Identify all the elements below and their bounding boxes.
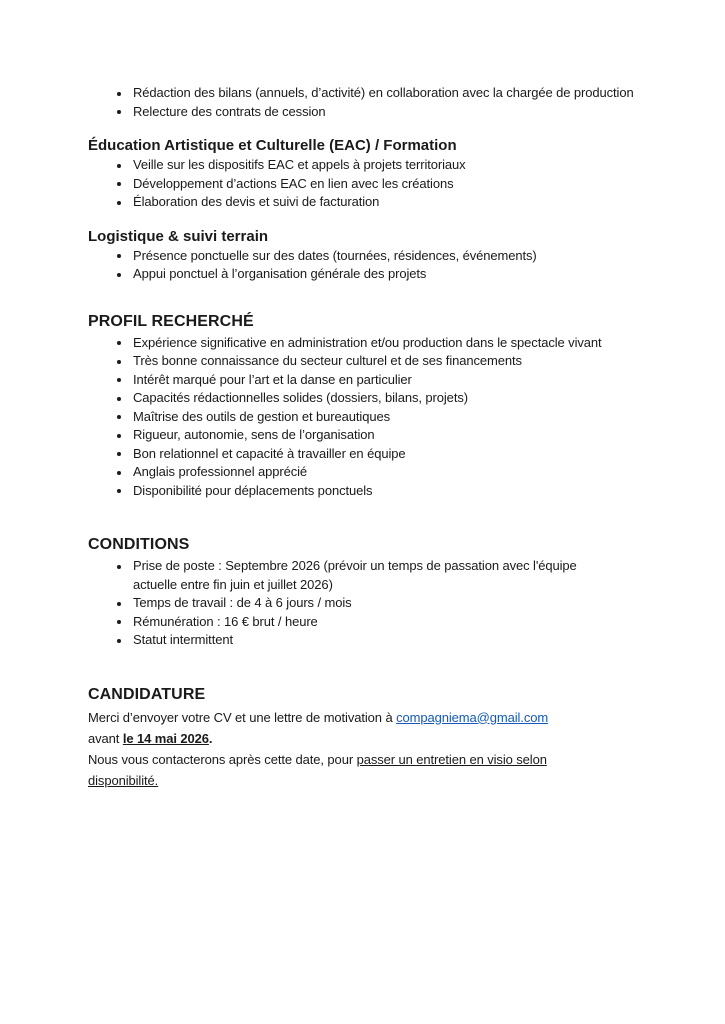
- bullet-text: Expérience significative en administration et/ou production dans le spectacle vivant: [133, 334, 602, 350]
- bullet-text: Très bonne connaissance du secteur culturel et de ses financements: [133, 353, 522, 368]
- list-item: [88, 482, 725, 501]
- list-item: [88, 613, 725, 632]
- list-item: [88, 389, 725, 408]
- section-heading-eac-formation: Éducation Artistique et Culturelle (EAC) / Formation: [88, 137, 457, 154]
- email-link[interactable]: compagniema@gmail.com: [396, 709, 549, 725]
- bullet-icon: [117, 639, 121, 643]
- list-item: [88, 175, 725, 194]
- bullet-text: Rigueur, autonomie, sens de l’organisation: [133, 427, 375, 442]
- list-item: [88, 631, 725, 650]
- bullet-text: Anglais professionnel apprécié: [133, 464, 308, 479]
- section-heading-candidature: CANDIDATURE: [88, 685, 206, 703]
- bullet-text: Présence ponctuelle sur des dates (tournées, résidences, événements): [133, 247, 537, 263]
- list-item: [88, 156, 725, 175]
- bullet-icon: [117, 92, 121, 96]
- bullet-icon: [117, 273, 121, 277]
- candidature-line-4: [88, 770, 628, 791]
- bullet-text: Développement d’actions EAC en lien avec les créations: [133, 175, 454, 191]
- eac-bullet-list: [88, 156, 725, 212]
- bullet-icon: [117, 341, 121, 345]
- bullet-icon: [117, 471, 121, 475]
- bullet-icon: [117, 182, 121, 186]
- candidature-line-2: [88, 728, 628, 749]
- contact-text: Nous vous contacterons après cette date, pour: [88, 751, 357, 767]
- list-item: [88, 247, 725, 266]
- bullet-icon: [117, 110, 121, 114]
- candidature-line1-text: Merci d’envoyer votre CV et une lettre de motivation à: [88, 709, 397, 725]
- list-item: [88, 334, 725, 353]
- bullet-text: Rédaction des bilans (annuels, d’activité) en collaboration avec la chargée de production: [133, 85, 634, 100]
- bullet-icon: [117, 201, 121, 205]
- intro-bullet-list: [88, 84, 725, 121]
- bullet-icon: [117, 620, 121, 624]
- list-item: [88, 557, 725, 594]
- candidature-line-3: [88, 749, 628, 770]
- conditions-bullet-list: [88, 557, 725, 650]
- candidature-paragraph: [88, 707, 628, 791]
- bullet-icon: [117, 360, 121, 364]
- list-item: [88, 426, 725, 445]
- profil-bullet-list: [88, 334, 725, 501]
- bullet-icon: [117, 378, 121, 382]
- bullet-icon: [117, 565, 121, 569]
- bullet-text: Statut intermittent: [133, 632, 233, 647]
- bullet-text: Rémunération : 16 € brut / heure: [133, 613, 318, 629]
- bullet-text: Appui ponctuel à l’organisation générale des projets: [133, 266, 427, 281]
- bullet-text: Bon relationnel et capacité à travailler en équipe: [133, 445, 406, 461]
- bullet-text: Capacités rédactionnelles solides (dossiers, bilans, projets): [133, 390, 468, 405]
- bullet-icon: [117, 489, 121, 493]
- bullet-icon: [117, 164, 121, 168]
- section-heading-conditions: CONDITIONS: [88, 536, 190, 553]
- list-item: [88, 193, 725, 212]
- availability-underlined-text: disponibilité.: [88, 772, 159, 788]
- bullet-icon: [117, 397, 121, 401]
- bullet-text: Relecture des contrats de cession: [133, 103, 326, 119]
- bullet-text: Maîtrise des outils de gestion et bureautiques: [133, 408, 391, 424]
- bullet-text: Veille sur les dispositifs EAC et appels à projets territoriaux: [133, 157, 466, 172]
- candidature-line-1: [88, 707, 628, 728]
- deadline-date: le 14 mai 2026: [122, 730, 209, 746]
- bullet-icon: [117, 415, 121, 419]
- list-item: [88, 594, 725, 613]
- bullet-icon: [117, 452, 121, 456]
- bullet-icon: [117, 254, 121, 258]
- bullet-text: Disponibilité pour déplacements ponctuels: [133, 482, 373, 498]
- bullet-text: Élaboration des devis et suivi de facturation: [133, 194, 380, 209]
- list-item: [88, 371, 725, 390]
- list-item: [88, 84, 725, 103]
- list-item: [88, 408, 725, 427]
- bullet-text: Intérêt marqué pour l’art et la danse en particulier: [133, 371, 412, 387]
- bullet-icon: [117, 602, 121, 606]
- list-item: [88, 103, 725, 122]
- list-item: [88, 265, 725, 284]
- bullet-icon: [117, 434, 121, 438]
- list-item: [88, 352, 725, 371]
- deadline-period: .: [208, 730, 213, 746]
- section-heading-profil: PROFIL RECHERCHÉ: [88, 312, 254, 330]
- interview-underlined-text: passer un entretien en visio selon: [356, 751, 547, 767]
- bullet-text-line2: actuelle entre fin juin et juillet 2026): [133, 576, 333, 592]
- bullet-text-line1: Prise de poste : Septembre 2026 (prévoir un temps de passation avec l'équipe: [133, 558, 577, 573]
- list-item: [88, 463, 725, 482]
- list-item: [88, 445, 725, 464]
- deadline-prefix: avant: [88, 730, 123, 746]
- bullet-text: Temps de travail : de 4 à 6 jours / mois: [133, 595, 352, 610]
- section-heading-logistique: Logistique & suivi terrain: [88, 227, 269, 245]
- logistique-bullet-list: [88, 247, 725, 284]
